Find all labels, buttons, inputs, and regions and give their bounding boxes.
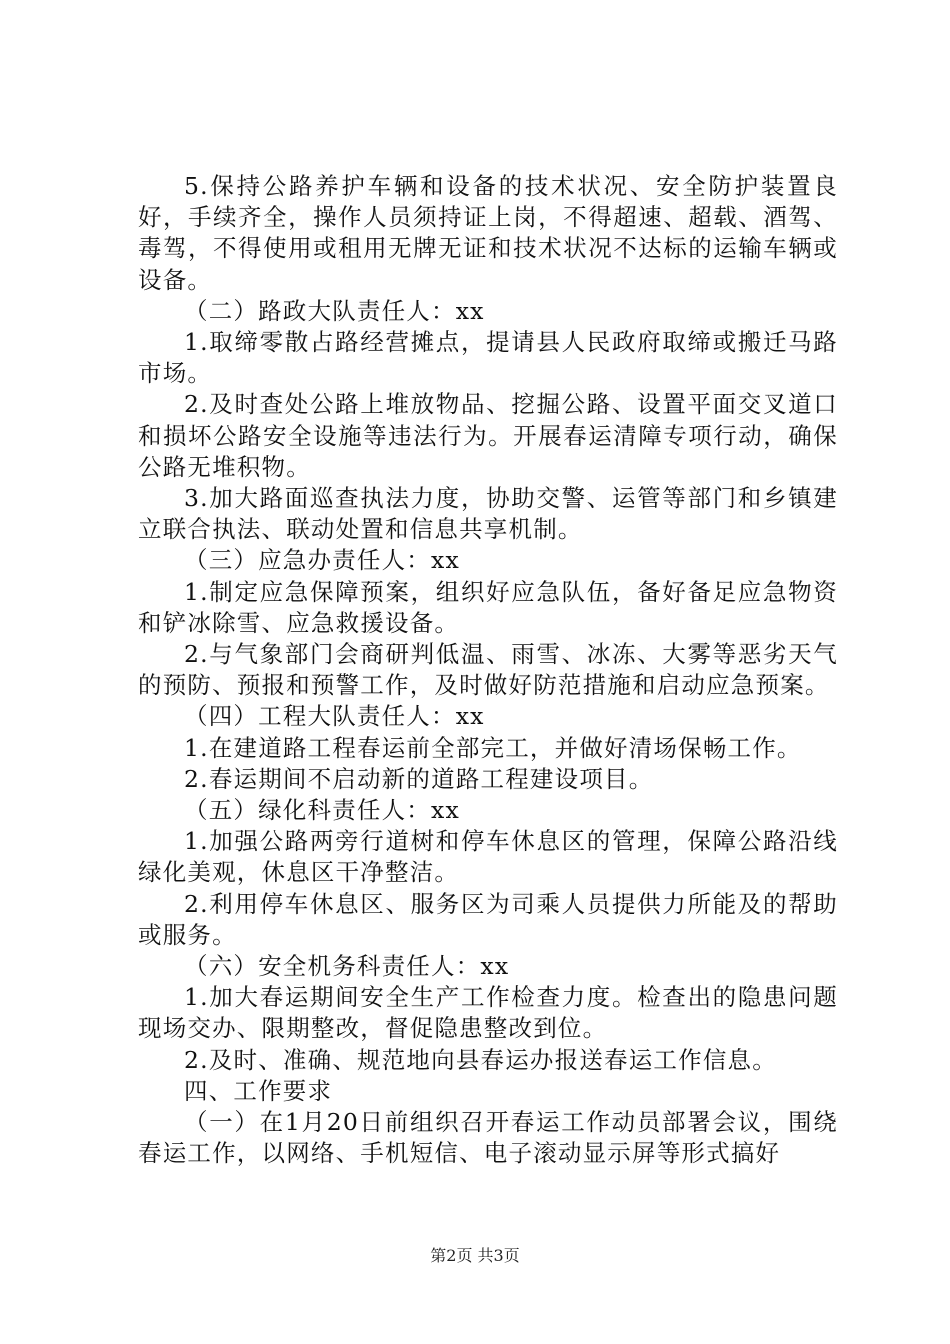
paragraph-item-2: 2.利用停车休息区、服务区为司乘人员提供力所能及的帮助或服务。: [138, 889, 838, 949]
section-heading-emergency-office: （三）应急办责任人：xx: [184, 546, 460, 575]
paragraph-item-3: 3.加大路面巡查执法力度，协助交警、运管等部门和乡镇建立联合执法、联动处置和信息共享机制。: [138, 484, 838, 544]
paragraph-item-1: 1.在建道路工程春运前全部完工，并做好清场保畅工作。: [184, 733, 802, 762]
section-heading-safety-section: （六）安全机务科责任人：xx: [184, 952, 510, 981]
paragraph-item-1: 1.加大春运期间安全生产工作检查力度。检查出的隐患问题现场交办、限期整改，督促隐患整改到位。: [138, 983, 838, 1043]
paragraph-item-2: 2.及时查处公路上堆放物品、挖掘公路、设置平面交叉道口和损坏公路安全设施等违法行为。开展春运清障专项行动，确保公路无堆积物。: [138, 390, 838, 481]
paragraph-item-2: 2.春运期间不启动新的道路工程建设项目。: [184, 764, 654, 793]
section-heading-road-administration: （二）路政大队责任人：xx: [184, 296, 485, 325]
section-heading-engineering-team: （四）工程大队责任人：xx: [184, 702, 485, 731]
paragraph-item-1: 1.加强公路两旁行道树和停车休息区的管理，保障公路沿线绿化美观，休息区干净整洁。: [138, 827, 838, 887]
document-body: [138, 171, 838, 1170]
paragraph-item-1: 1.取缔零散占路经营摊点，提请县人民政府取缔或搬迁马路市场。: [138, 328, 838, 388]
paragraph-item-5: 5.保持公路养护车辆和设备的技术状况、安全防护装置良好，手续齐全，操作人员须持证上岗，不得超速、超载、酒驾、毒驾，不得使用或租用无牌无证和技术状况不达标的运输车辆或设备。: [138, 172, 838, 294]
paragraph-item-2: 2.及时、准确、规范地向县春运办报送春运工作信息。: [184, 1045, 777, 1074]
section-heading-work-requirements: 四、工作要求: [184, 1076, 333, 1105]
page-footer: 第2页 共3页: [430, 1246, 520, 1265]
section-heading-greening-section: （五）绿化科责任人：xx: [184, 796, 460, 825]
paragraph-item-2: 2.与气象部门会商研判低温、雨雪、冰冻、大雾等恶劣天气的预防、预报和预警工作，及时做好防范措施和启动应急预案。: [138, 640, 838, 700]
paragraph-requirement-1: （一）在1月20日前组织召开春运工作动员部署会议，围绕春运工作，以网络、手机短信、电子滚动显示屏等形式搞好: [138, 1108, 838, 1168]
paragraph-item-1: 1.制定应急保障预案，组织好应急队伍，备好备足应急物资和铲冰除雪、应急救援设备。: [138, 577, 838, 637]
